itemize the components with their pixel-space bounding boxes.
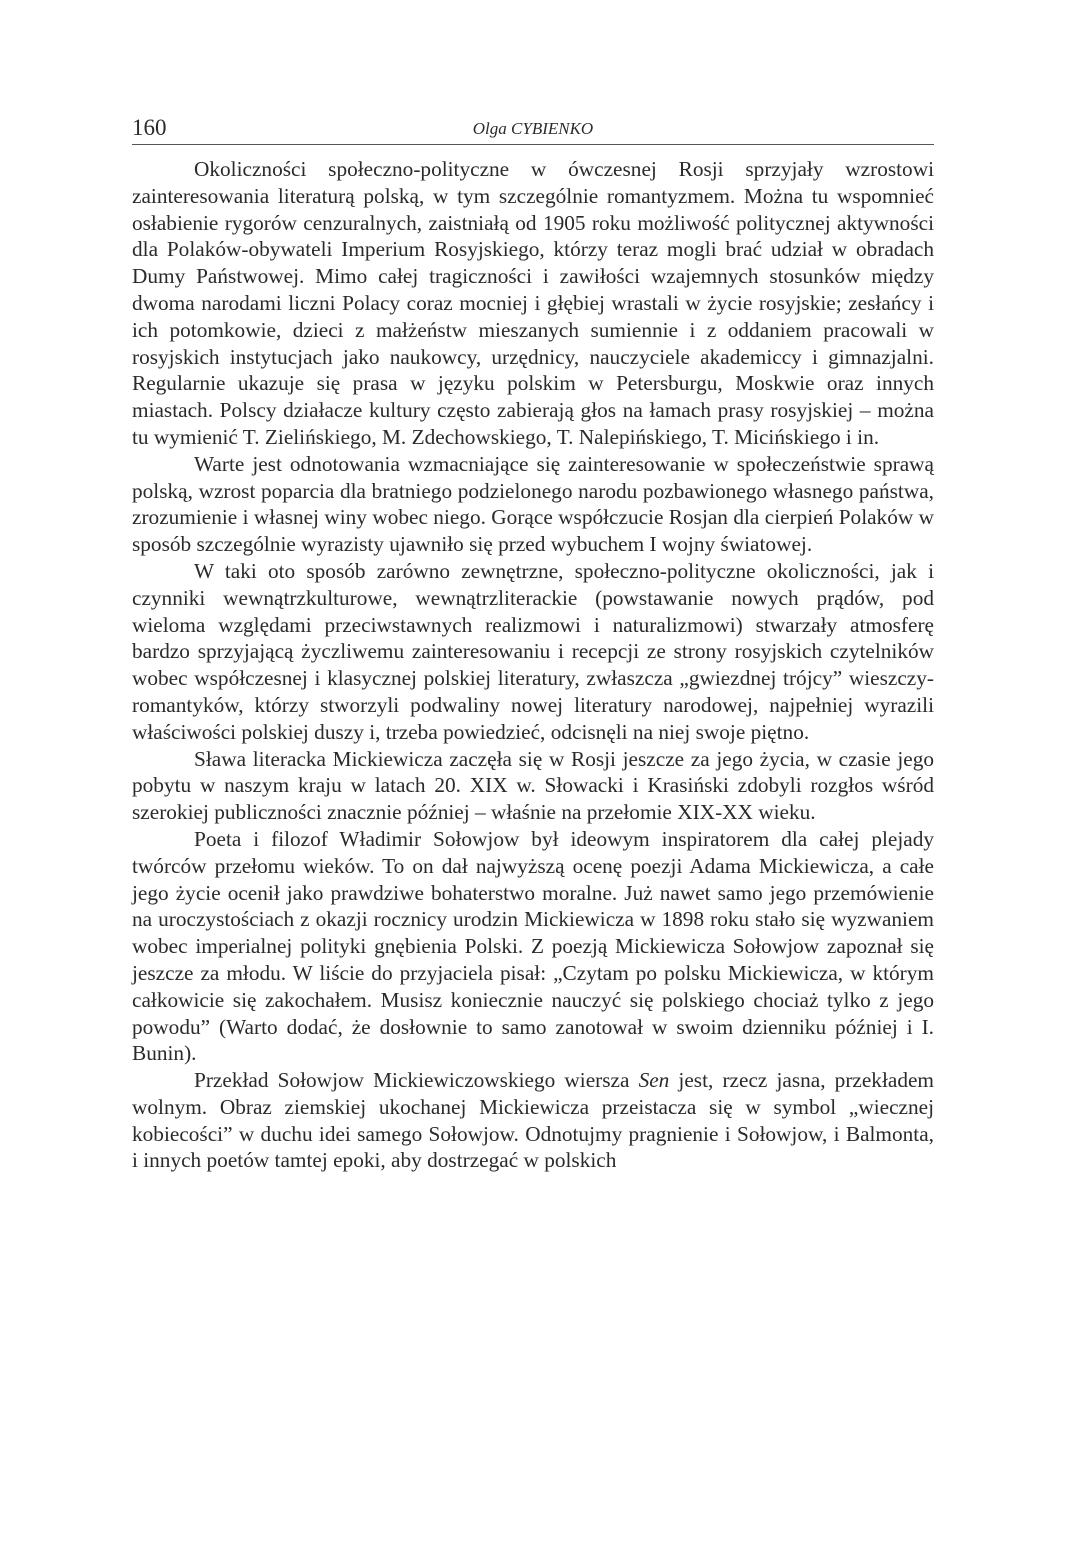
poem-title: Sen	[638, 1068, 670, 1093]
paragraph: W taki oto sposób zarówno zewnętrzne, społeczno-polityczne okoliczności, jak i czynniki wewnątrzkulturowe, wewnątrzliterackie (powstawanie nowych prądów, pod wieloma względami przeciwstawnych realizmowi i naturalizmowi) stwarzały atmosferę bardzo sprzyjającą życzliwemu zainteresowaniu i recepcji ze strony rosyjskich czytelników wobec współczesnej i klasycznej polskiej literatury, zwłaszcza „gwiezdnej trójcy” wieszczy-romantyków, którzy stworzyli podwaliny nowej literatury narodowej, najpełniej wyrazili właściwości polskiej duszy i, trzeba powiedzieć, odcisnęli na niej swoje piętno.	[132, 558, 934, 744]
paragraph: Sława literacka Mickiewicza zaczęła się w Rosji jeszcze za jego życia, w czasie jego pobytu w naszym kraju w latach 20. XIX w. Słowacki i Krasiński zdobyli rozgłos wśród szerokiej publiczności znacznie później – właśnie na przełomie XIX-XX wieku.	[132, 746, 934, 825]
paragraph: Warte jest odnotowania wzmacniające się zainteresowanie w społeczeństwie sprawą polską, wzrost poparcia dla bratniego podzielonego narodu pozbawionego własnego państwa, zrozumienie i własnej winy wobec niego. Gorące współczucie Rosjan dla cierpień Polaków w sposób szczególnie wyrazisty ujawniło się przed wybuchem I wojny światowej.	[132, 451, 934, 557]
paragraph-text-segment: jest, rzecz jasna, przekładem wolnym. Obraz ziemskiej ukochanej Mickiewicza przeistacza się w symbol „wiecznej kobiecości” w duchu idei samego Sołowjow. Odnotujmy pragnienie i Sołowjow, i Balmonta, i innych poetów tamtej epoki, aby dostrzegać w polskich	[132, 1068, 934, 1173]
running-head-author: Olga CYBIENKO	[472, 119, 594, 138]
paragraph-text-segment: Przekład Sołowjow Mickiewiczowskiego wiersza	[194, 1068, 639, 1093]
paragraph	[132, 1067, 934, 1174]
page-number: 160	[132, 115, 167, 140]
paragraph: Okoliczności społeczno-polityczne w ówczesnej Rosji sprzyjały wzrostowi zainteresowania literaturą polską, w tym szczególnie romantyzmem. Można tu wspomnieć osłabienie rygorów cenzuralnych, zaistniałą od 1905 roku możliwość politycznej aktywności dla Polaków-obywateli Imperium Rosyjskiego, którzy teraz mogli brać udział w obradach Dumy Państwowej. Mimo całej tragiczności i zawiłości wzajemnych stosunków między dwoma narodami liczni Polacy coraz mocniej i głębiej wrastali w życie rosyjskie; zesłańcy i ich potomkowie, dzieci z małżeństw mieszanych sumiennie i z oddaniem pracowali w rosyjskich instytucjach jako naukowcy, urzędnicy, nauczyciele akademiccy i gimnazjalni. Regularnie ukazuje się prasa w języku polskim w Petersburgu, Moskwie oraz innych miastach. Polscy działacze kultury często zabierają głos na łamach prasy rosyjskiej – można tu wymienić T. Zielińskiego, M. Zdechowskiego, T. Nalepińskiego, T. Micińskiego i in.	[132, 157, 934, 449]
paragraph: Poeta i filozof Władimir Sołowjow był ideowym inspiratorem dla całej plejady twórców przełomu wieków. To on dał najwyższą ocenę poezji Adama Mickiewicza, a całe jego życie ocenił jako prawdziwe bohaterstwo moralne. Już nawet samo jego przemówienie na uroczystościach z okazji rocznicy urodzin Mickiewicza w 1898 roku stało się wyzwaniem wobec imperialnej polityki gnębienia Polski. Z poezją Mickiewicza Sołowjow zapoznał się jeszcze za młodu. W liście do przyjaciela pisał: „Czytam po polsku Mickiewicza, w którym całkowicie się zakochałem. Musisz koniecznie nauczyć się polskiego chociaż tylko z jego powodu” (Warto dodać, że dosłownie to samo zanotował w swoim dzienniku później i I. Bunin).	[132, 826, 934, 1066]
body-text	[132, 156, 934, 1174]
page-header	[132, 112, 934, 145]
